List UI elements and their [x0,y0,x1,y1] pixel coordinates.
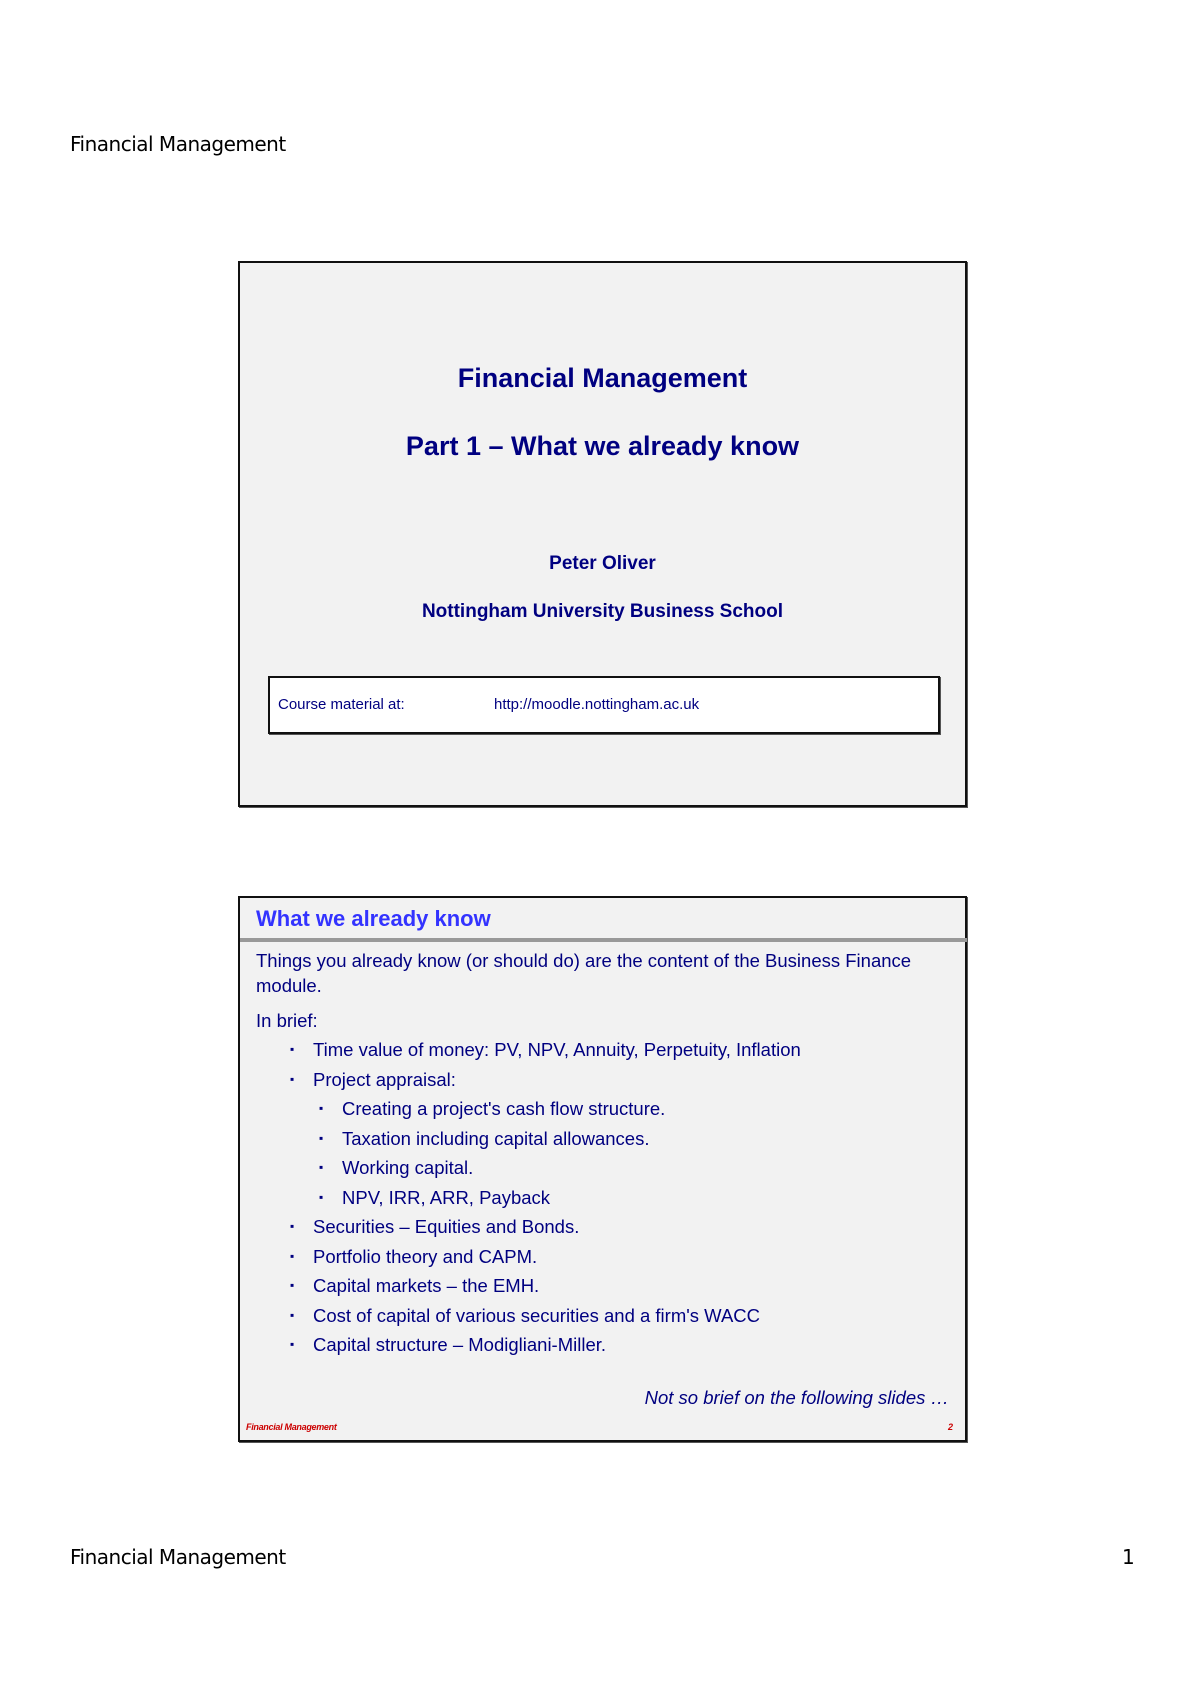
bullet-icon: ▪ [319,1101,324,1115]
bullet-icon: ▪ [290,1307,295,1322]
school-name: Nottingham University Business School [421,601,784,622]
content-slide [238,896,967,1442]
page-footer-title: Financial Management [70,1545,286,1569]
page-number: 1 [1122,1545,1135,1569]
list-item: ▪ Portfolio theory and CAPM. [256,1242,949,1272]
bullet-icon: ▪ [290,1219,295,1233]
sub-list-item: ▪ Taxation including capital allowances. [256,1124,949,1154]
topic-list [256,1035,949,1360]
list-item: ▪ Capital structure – Modigliani-Miller. [256,1330,949,1360]
page-header-title: Financial Management [70,132,286,156]
lead-text: In brief: [256,1010,318,1031]
nested-list-host [256,1094,949,1212]
slide-number: 2 [947,1422,953,1432]
heading-divider [240,938,967,942]
slide-subtitle: Part 1 – What we already know [405,431,800,461]
list-item: ▪ Cost of capital of various securities and a firm's WACC [256,1301,949,1331]
intro-paragraph: Things you already know (or should do) are the content of the Business Finance module. [256,950,912,996]
author-name: Peter Oliver [549,553,656,574]
course-material-box [268,676,940,734]
list-item: ▪ Securities – Equities and Bonds. [256,1212,949,1242]
course-material-link[interactable]: http://moodle.nottingham.ac.uk [494,696,700,713]
bullet-icon: ▪ [290,1278,295,1292]
sub-list-item: ▪ NPV, IRR, ARR, Payback [256,1183,949,1213]
bullet-icon: ▪ [290,1337,295,1351]
bullet-icon: ▪ [290,1042,295,1056]
slide-body [256,948,949,1360]
sub-list-item: ▪ Working capital. [256,1153,949,1183]
course-material-label: Course material at: [278,696,405,713]
list-item: ▪ Capital markets – the EMH. [256,1271,949,1301]
bullet-icon: ▪ [290,1071,295,1086]
slide-footer-title: Financial Management [246,1422,337,1432]
sub-topic-list [256,1094,949,1212]
slide-heading: What we already know [256,906,491,931]
bullet-icon: ▪ [290,1248,295,1263]
list-item: ▪ Project appraisal: [256,1065,949,1095]
bullet-icon: ▪ [319,1130,324,1145]
closing-note: Not so brief on the following slides … [644,1387,949,1408]
sub-list-item: ▪ Creating a project's cash flow structure. [256,1094,949,1124]
slide-title: Financial Management [457,363,748,393]
title-slide [238,261,967,807]
bullet-icon: ▪ [319,1160,324,1174]
list-item: ▪ Time value of money: PV, NPV, Annuity, Perpetuity, Inflation [256,1035,949,1065]
bullet-icon: ▪ [319,1189,324,1204]
